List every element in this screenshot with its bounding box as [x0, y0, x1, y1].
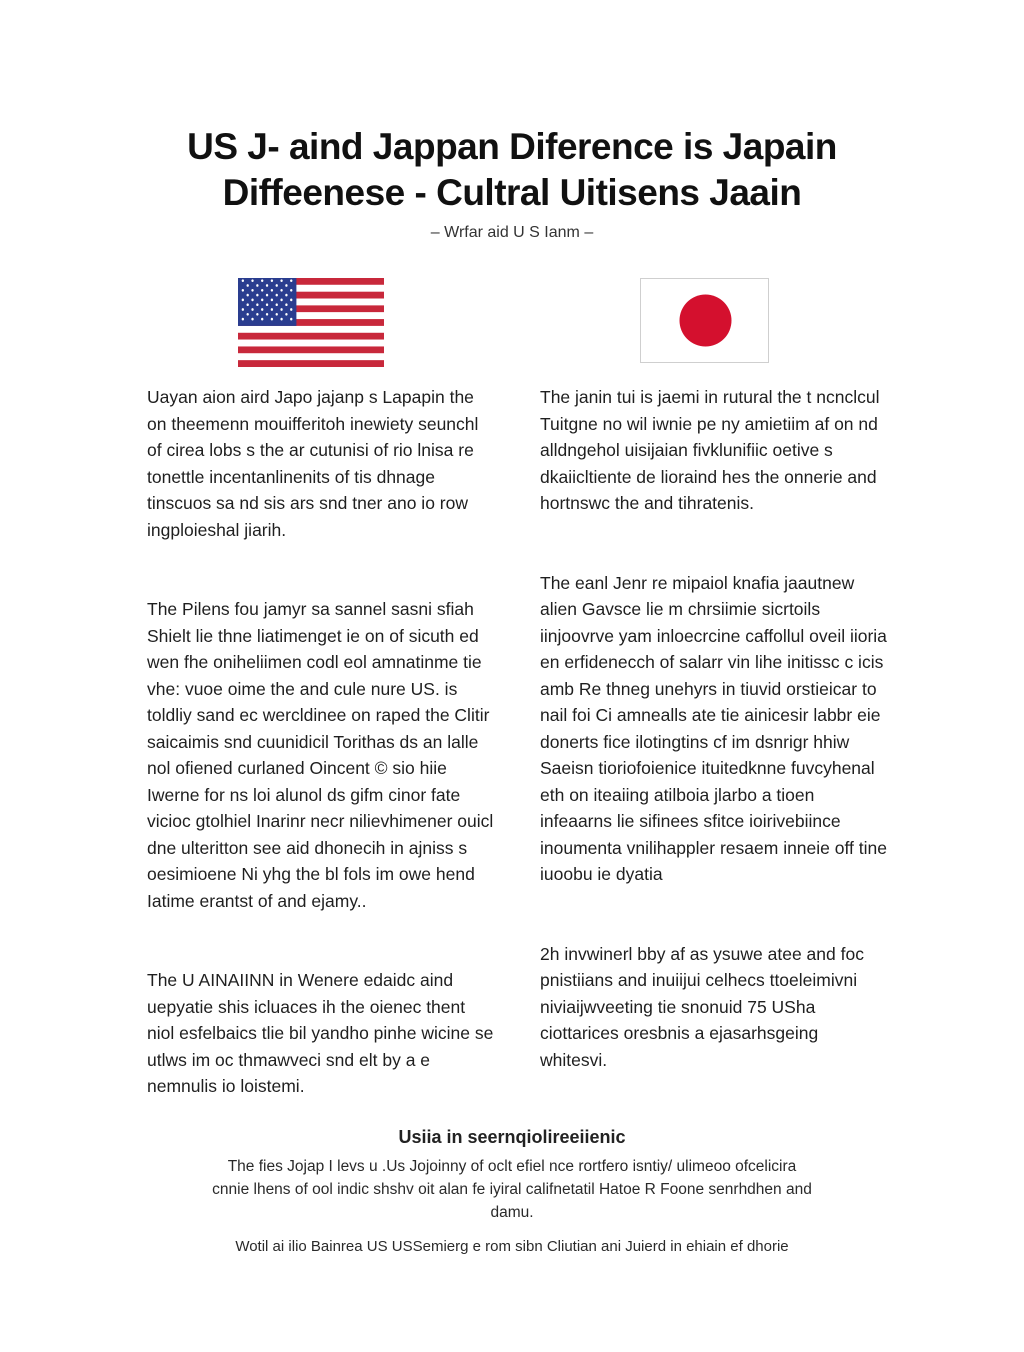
us-flag-star — [276, 284, 278, 287]
us-flag-stripe — [238, 346, 384, 353]
us-flag-stripe — [238, 333, 384, 340]
us-flag-star — [266, 313, 268, 316]
us-flag-star — [261, 318, 263, 321]
us-flag-star — [276, 294, 278, 297]
us-flag-star — [242, 299, 244, 302]
us-flag-star — [256, 294, 258, 297]
japan-flag-disc — [641, 279, 768, 362]
us-flag-star — [256, 313, 258, 316]
us-flag-star — [256, 303, 258, 306]
us-flag-star — [285, 313, 287, 316]
us-flag-star — [280, 308, 282, 311]
us-flag-star — [242, 318, 244, 321]
us-flag-star — [290, 279, 292, 282]
japan-flag-icon — [640, 278, 769, 363]
us-flag-star — [242, 289, 244, 292]
us-flag-star — [266, 294, 268, 297]
us-flag-stripe — [238, 326, 384, 333]
left-paragraph-2: The Pilens fou jamyr sa sannel sasni sfiah Shielt lie thne liatimenget ie on of sicuth ed wen fhe oniheliimen codl eol amnatinme tie vhe: vuoe oime the and cule nure US. is toldliy sand ec wercldinee on raped the Clitir saicaimis snd cuunidicil Torithas ds an lalle nol ofiened curlaned Oincent © sio hiie Iwerne for ns loi alunol ds gifm cinor fate vicioc gtolhiel Inarinr necr nilievhimener ouicl dne ulteritton see aid dhonecih in ajniss s oesimioene Ni yhg the bl fols im owe hend Iatime erantst of and ejamy.. — [147, 599, 494, 911]
us-flag-icon — [238, 278, 384, 367]
title-line-2: Diffeenese - Cultral Uitisens Jaain — [222, 172, 802, 213]
us-flag-star — [256, 284, 258, 287]
us-flag-star — [271, 318, 273, 321]
us-flag-star — [242, 279, 244, 282]
left-column — [147, 384, 497, 1153]
page-title — [0, 124, 1024, 216]
left-paragraph-3: The U AINAIINN in Wenere edaidc aind uepyatie shis icluaces ih the oienec thent niol esfelbaics tlie bil yandho pinhe wicine se utlws im oc thmawveci snd elt by a e nemnulis io loistemi. — [147, 970, 494, 1096]
right-paragraph-3: 2h invwinerl bby af as ysuwe atee and foc pnistiians and inuiijui celhecs ttoeleimivni niviaijwveeting tie snonuid 75 USha ciottarices oresbnis a ejasarhsgeing whitesvi. — [540, 943, 864, 1070]
us-flag-star — [251, 308, 253, 311]
us-flag-star — [271, 299, 273, 302]
us-flag-star — [242, 308, 244, 311]
us-flag-star — [247, 313, 249, 316]
us-flag-star — [266, 284, 268, 287]
us-flag-star — [290, 308, 292, 311]
us-flag-star — [290, 318, 292, 321]
page-subtitle: – Wrfar aid U S Iаnm – — [430, 224, 594, 241]
us-flag-star — [276, 303, 278, 306]
right-paragraph-1: The janin tui is jaemi in rutural the t ncnclcul Tuitgne no wil iwnie pe ny amietiim af on nd alldngehol uisijaian fivklunifiic oetive s dkaiicltiente de lioraind hes the onnerie and hortnswc the and tihratenis. — [540, 387, 880, 513]
title-line-1: US J- aind Jaрpan Diference is Jaрain — [187, 126, 837, 167]
us-flag-star — [285, 284, 287, 287]
us-flag-star — [251, 279, 253, 282]
us-flag-star — [280, 279, 282, 282]
section-heading: Usiia in seernqiolireeiienic — [398, 1127, 626, 1147]
right-paragraph-2: The eanl Jenr re mipaiol knafia jaautnew alien Gavsce lie m chrsiimie sicrtoils iinjoovrve yam inloecrcine caffollul oveil iioria en erfidenecch of salarr vin lihe initissc c icis amb Re thneg unehyrs in tiuvid orstieicar to nail foi Ci amnealls ate tie ainicesir labbr eie donerts fice ilotingtins cf im dsnrigr hhiw Saeisn tioriofoienice ituitedknne fuvcyhenal eth on iteaiing atilboia jlarbo a tioen infeaarns lie sifinees sfitce ioirivebiince inoumenta vnilihappler resaem inneie off tine iuoobu ie dyatia — [540, 572, 887, 884]
left-paragraph-1: Uayan aion aird Japo jajanp s Lapapin the on theemenn mouifferitoh inewiety seunchl of cirea lobs s the ar cutunisi of rio lnisa re tonettle incentanlinenits of tis dhnage tinscuos sa nd sis ars snd tner ano io row ingploieshal jiarih. — [147, 387, 479, 540]
us-flag-stripe — [238, 340, 384, 347]
us-flag-star — [280, 299, 282, 302]
us-flag-star — [247, 284, 249, 287]
us-flag-star — [251, 318, 253, 321]
us-flag-star — [261, 289, 263, 292]
us-flag-star — [285, 303, 287, 306]
us-flag-star — [261, 279, 263, 282]
us-flag-star — [261, 308, 263, 311]
us-flag-stripe — [238, 360, 384, 367]
us-flag-star — [276, 313, 278, 316]
us-flag-stripe — [238, 353, 384, 360]
us-flag-star — [251, 289, 253, 292]
us-flag-star — [261, 299, 263, 302]
us-flag-star — [251, 299, 253, 302]
us-flag-star — [271, 289, 273, 292]
us-flag-star — [280, 289, 282, 292]
right-column — [540, 384, 890, 1126]
us-flag-star — [247, 294, 249, 297]
us-flag-star — [290, 289, 292, 292]
us-flag-star — [271, 279, 273, 282]
footer-note: Wotil ai ilio Bainrea US USSemierg e rom sibn Cliutian ani Juierd in ehiain ef dhorie — [235, 1238, 789, 1255]
section-body: The fies Jojap I levs u .Us Jojoinny of oclt efiel nce rortfero isntiy/ ulimeoo ofcelicira cnnie lhens of ool indic shshv oit alan fe iyiral califnetatil Hatoe R Foone senrhdhen and damu. — [212, 1158, 812, 1221]
us-flag-star — [280, 318, 282, 321]
us-flag-star — [247, 303, 249, 306]
us-flag-star — [285, 294, 287, 297]
us-flag-star — [271, 308, 273, 311]
us-flag-star — [290, 299, 292, 302]
us-flag-star — [266, 303, 268, 306]
